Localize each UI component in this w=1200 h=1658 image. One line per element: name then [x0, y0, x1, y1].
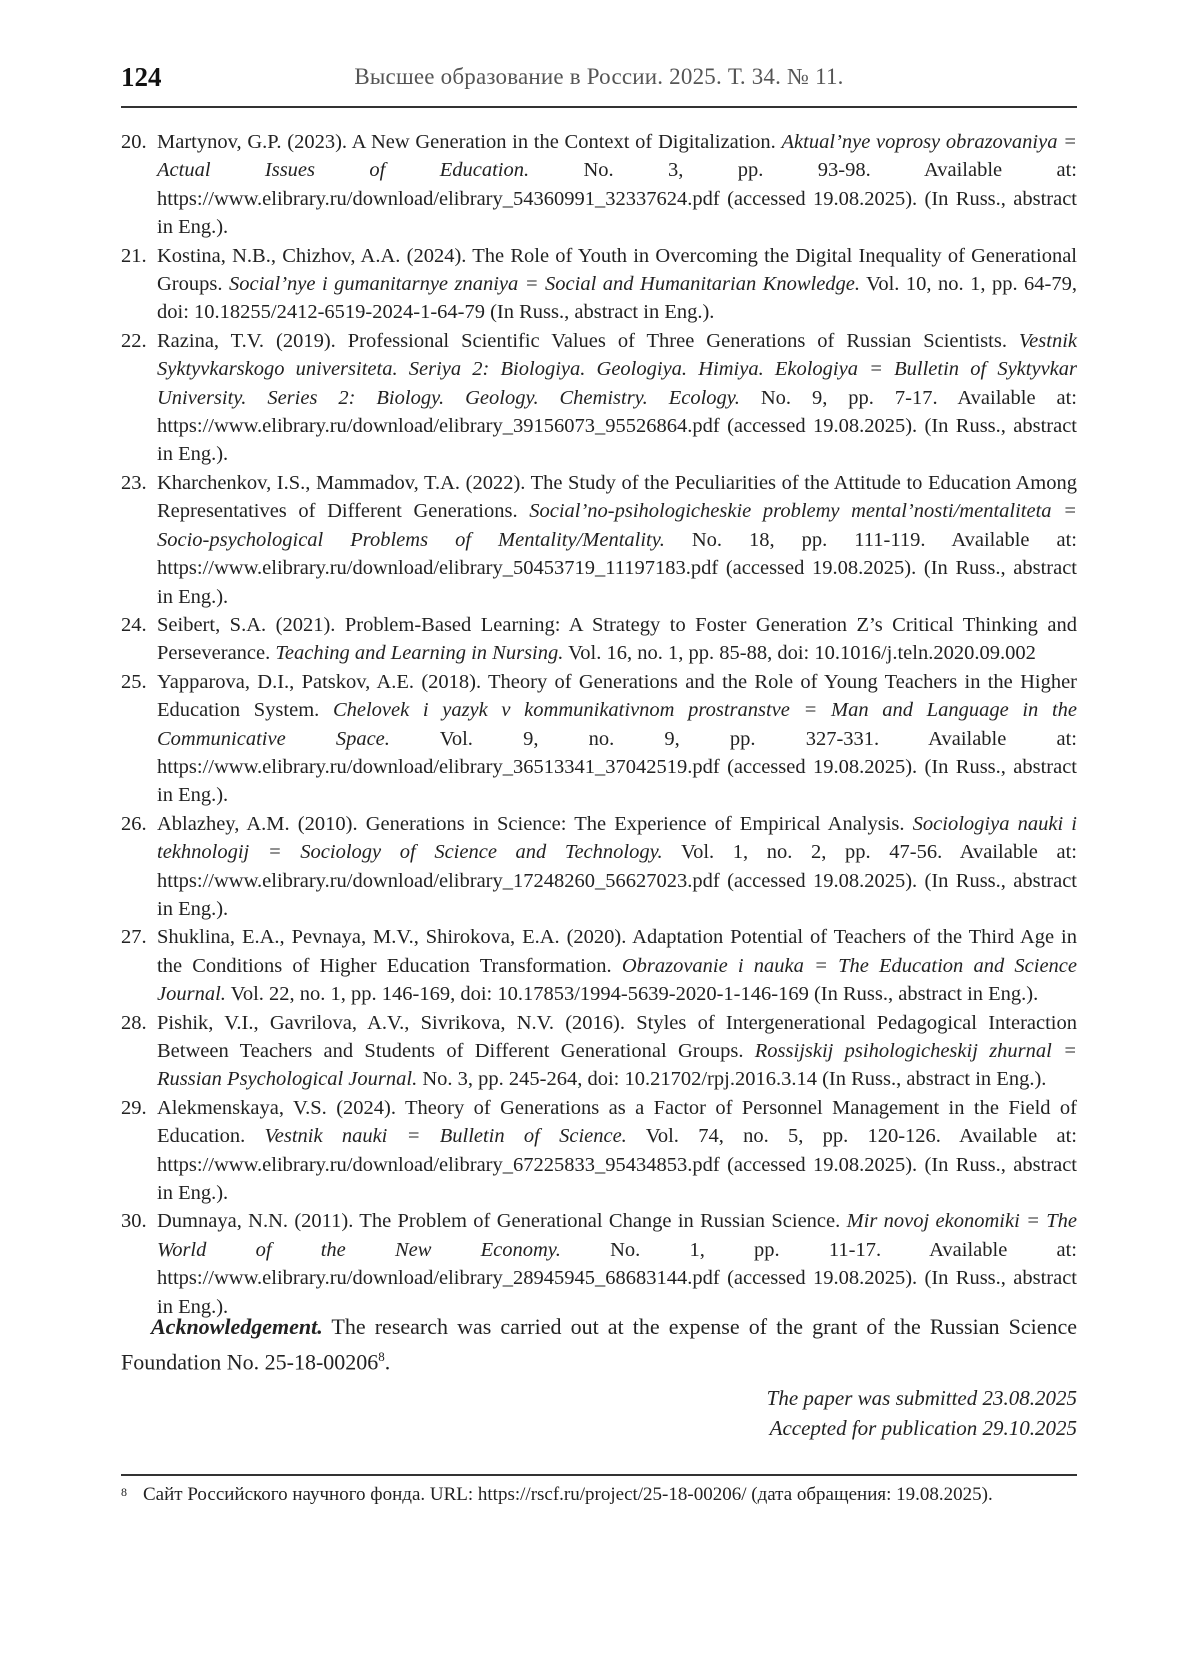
reference-text: Kostina, N.B., Chizhov, A.A. (2024). The Role of Youth in Overcoming the Digital Inequality of Generational Groups.: [157, 244, 1077, 296]
reference-text: No. 3, pp. 245-264, doi: 10.21702/rpj.2016.3.14 (In Russ., abstract in Eng.).: [417, 1068, 1047, 1091]
reference-text: Razina, T.V. (2019). Professional Scientific Values of Three Generations of Russian Scientists.: [157, 329, 1019, 352]
reference-text: Ablazhey, A.M. (2010). Generations in Science: The Experience of Empirical Analysis.: [157, 812, 913, 835]
reference-number: 24.: [121, 613, 147, 636]
footnote-divider: [121, 1474, 1077, 1476]
reference-number: 26.: [121, 812, 147, 835]
reference-text: Shuklina, E.A., Pevnaya, M.V., Shirokova, E.A. (2020). Adaptation Potential of Teachers of the Third Age in the Conditions of Higher Education Transformation.: [157, 926, 1077, 977]
reference-text: Yapparova, D.I., Patskov, A.E. (2018). Theory of Generations and the Role of Young Teachers in the Higher Education System.: [157, 670, 1077, 722]
reference-item: [121, 810, 1077, 924]
reference-item: [121, 469, 1077, 611]
reference-item: [121, 327, 1077, 469]
reference-number: 21.: [121, 244, 147, 267]
reference-text: Alekmenskaya, V.S. (2024). Theory of Generations as a Factor of Personnel Management in the Field of Education.: [157, 1096, 1077, 1148]
footnote-mark: 8: [121, 1485, 127, 1499]
reference-item: [121, 1094, 1077, 1208]
submission-dates: [767, 1383, 1077, 1443]
reference-source: Mir novoj ekonomiki = The World of the New Economy.: [157, 1210, 1078, 1261]
reference-text: Vol. 16, no. 1, pp. 85-88, doi: 10.1016/j.teln.2020.09.002: [563, 642, 1036, 665]
footnote-text: Сайт Российского научного фонда. URL: https://rscf.ru/project/25-18-00206/ (дата обращения: 19.08.2025).: [143, 1484, 993, 1505]
reference-source: Obrazovanie i nauka = The Education and Science Journal.: [157, 954, 1077, 1006]
reference-source: Chelovek i yazyk v kommunikativnom prostranstve = Man and Language in the Communicative Space.: [157, 699, 1077, 750]
reference-number: 22.: [121, 329, 147, 352]
reference-source: Vestnik Syktyvkarskogo universiteta. Seriya 2: Biologiya. Geologiya. Himiya. Ekologiya = Bulletin of Syktyvkar University. Series 2: Biology. Geology. Chemistry. Ecology.: [157, 329, 1077, 409]
acknowledgement-label: Acknowledgement.: [151, 1314, 323, 1339]
acknowledgement-end: .: [384, 1349, 391, 1375]
page-header: [121, 58, 1077, 108]
reference-list: [121, 128, 1077, 1321]
reference-item: [121, 242, 1077, 327]
reference-text: Seibert, S.A. (2021). Problem-Based Learning: A Strategy to Foster Generation Z’s Critical Thinking and Perseverance.: [157, 613, 1077, 665]
reference-source: Teaching and Learning in Nursing.: [275, 642, 564, 665]
reference-number: 23.: [121, 471, 147, 494]
reference-text: Vol. 74, no. 5, pp. 120-126. Available at: https://www.elibrary.ru/download/elibrary_67225833_95434853.pdf (accessed 19.08.2025). (In Russ., abstract in Eng.).: [157, 1125, 1077, 1205]
reference-source: Social’no-psihologicheskie problemy mental’nosti/mentaliteta = Socio-psychological Problems of Mentality/Mentality.: [157, 500, 1077, 551]
footnote-reference[interactable]: 8: [378, 1349, 385, 1364]
footnote: [121, 1481, 1077, 1508]
reference-item: [121, 1207, 1077, 1321]
reference-item: [121, 668, 1077, 810]
acknowledgement: [121, 1312, 1077, 1377]
reference-number: 25.: [121, 670, 147, 693]
reference-source: Vestnik nauki = Bulletin of Science.: [264, 1125, 627, 1148]
reference-number: 29.: [121, 1096, 147, 1119]
reference-source: Rossijskij psihologicheskij zhurnal = Russian Psychological Journal.: [157, 1040, 1077, 1091]
reference-item: [121, 611, 1077, 668]
reference-source: Social’nye i gumanitarnye znaniya = Social and Humanitarian Knowledge.: [228, 273, 861, 296]
reference-text: Kharchenkov, I.S., Mammadov, T.A. (2022). The Study of the Peculiarities of the Attitude to Education Among Representatives of Different Generations.: [157, 471, 1077, 523]
journal-title: Высшее образование в России. 2025. Т. 34. № 11.: [354, 64, 844, 89]
reference-number: 27.: [121, 926, 147, 949]
accepted-date: Accepted for publication 29.10.2025: [769, 1416, 1077, 1440]
reference-item: [121, 1009, 1077, 1094]
reference-source: Sociologiya nauki i tekhnologij = Sociology of Science and Technology.: [157, 812, 1077, 864]
reference-text: Vol. 9, no. 9, pp. 327-331. Available at: https://www.elibrary.ru/download/elibrary_36513341_37042519.pdf (accessed 19.08.2025). (In Russ., abstract in Eng.).: [157, 727, 1077, 807]
reference-text: No. 1, pp. 11-17. Available at: https://www.elibrary.ru/download/elibrary_28945945_68683144.pdf (accessed 19.08.2025). (In Russ., abstract in Eng.).: [157, 1238, 1077, 1318]
reference-text: Vol. 22, no. 1, pp. 146-169, doi: 10.17853/1994-5639-2020-1-146-169 (In Russ., abstract in Eng.).: [225, 983, 1039, 1006]
page-number: 124: [121, 62, 162, 92]
reference-text: Vol. 1, no. 2, pp. 47-56. Available at: https://www.elibrary.ru/download/elibrary_17248260_56627023.pdf (accessed 19.08.2025). (In Russ., abstract in Eng.).: [157, 841, 1077, 920]
reference-text: Dumnaya, N.N. (2011). The Problem of Generational Change in Russian Science.: [157, 1210, 847, 1233]
reference-text: Pishik, V.I., Gavrilova, A.V., Sivrikova, N.V. (2016). Styles of Intergenerational Pedagogical Interaction Between Teachers and Students of Different Generational Groups.: [157, 1011, 1077, 1062]
reference-number: 30.: [121, 1210, 147, 1233]
reference-text: Vol. 10, no. 1, pp. 64-79, doi: 10.18255/2412-6519-2024-1-64-79 (In Russ., abstract in Eng.).: [157, 273, 1077, 324]
reference-text: No. 18, pp. 111-119. Available at: https://www.elibrary.ru/download/elibrary_50453719_11197183.pdf (accessed 19.08.2025). (In Russ., abstract in Eng.).: [157, 528, 1078, 608]
reference-source: Aktual’nye voprosy obrazovaniya = Actual Issues of Education.: [157, 131, 1077, 182]
reference-item: [121, 923, 1077, 1008]
reference-item: [121, 128, 1077, 242]
reference-number: 28.: [121, 1011, 147, 1034]
reference-text: No. 3, pp. 93-98. Available at: https://www.elibrary.ru/download/elibrary_54360991_32337624.pdf (accessed 19.08.2025). (In Russ., abstract in Eng.).: [157, 159, 1077, 239]
submitted-date: The paper was submitted 23.08.2025: [766, 1386, 1077, 1410]
reference-text: Martynov, G.P. (2023). A New Generation in the Context of Digitalization.: [157, 131, 782, 153]
acknowledgement-text: The research was carried out at the expense of the grant of the Russian Science Foundation No. 25-18-00206: [121, 1314, 1077, 1375]
reference-number: 20.: [121, 131, 147, 153]
reference-text: No. 9, pp. 7-17. Available at: https://www.elibrary.ru/download/elibrary_39156073_95526864.pdf (accessed 19.08.2025). (In Russ., abstract in Eng.).: [157, 386, 1078, 466]
